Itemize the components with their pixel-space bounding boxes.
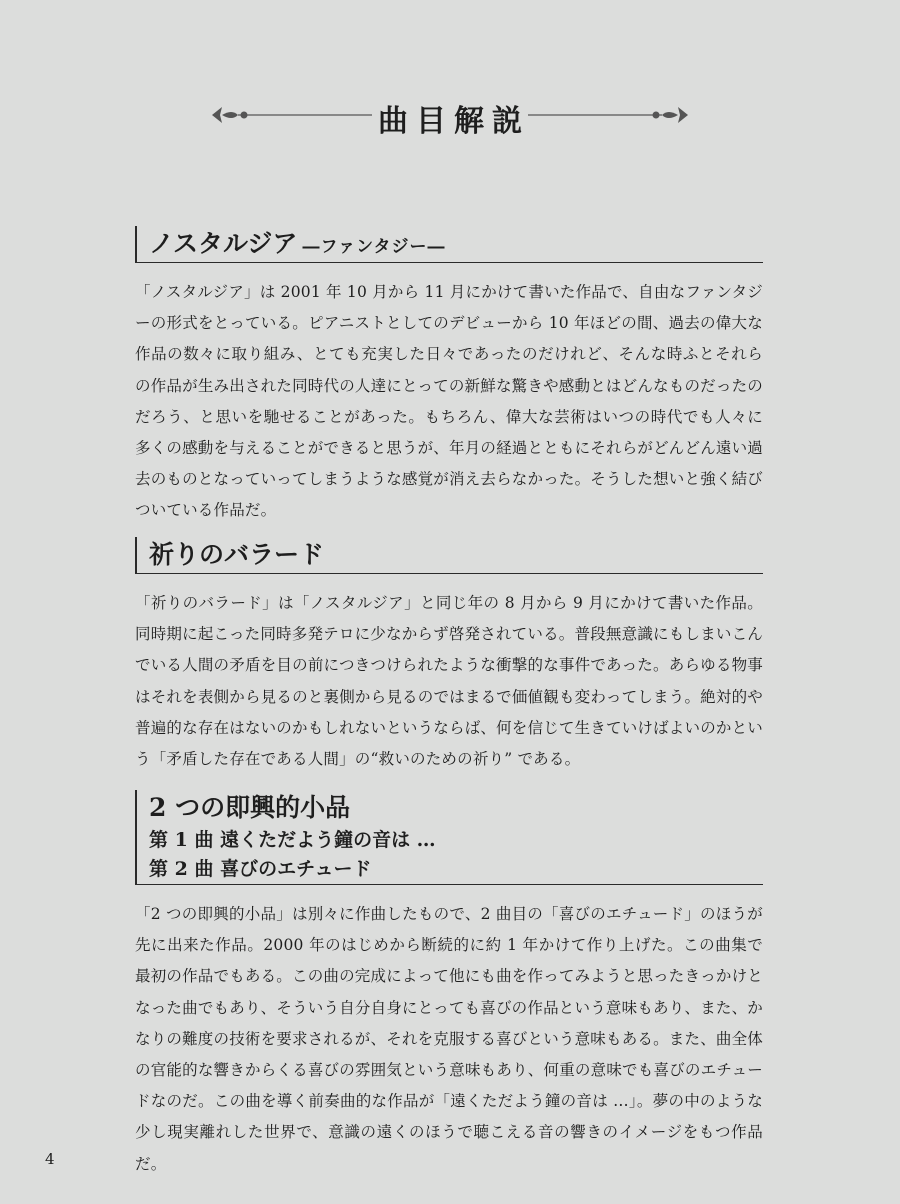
section-nostalgia <box>135 226 763 527</box>
piece-1-title: 第 1 曲 遠くただよう鐘の音は … <box>149 829 436 851</box>
section-heading <box>135 790 763 885</box>
piece-2-title: 第 2 曲 喜びのエチュード <box>149 858 372 880</box>
section-title: 2 つの即興的小品 <box>149 793 351 822</box>
section-subtitle: ―ファンタジー― <box>302 237 446 257</box>
section-two-impromptus <box>135 790 763 1180</box>
page-title: 曲目解説 <box>378 104 530 139</box>
section-title: 祈りのバラード <box>149 540 325 569</box>
section-heading <box>135 537 763 574</box>
section-body: 「ノスタルジア」は 2001 年 10 月から 11 月にかけて書いた作品で、自由なファンタジーの形式をとっている。ピアニストとしてのデビューから 10 年ほどの間、過去の偉大な作品の数々に取り組み、とても充実した日々であったのだけれど、そんな時ふとそれらの作品が生み出された同時代の人達にとっての新鮮な驚きや感動とはどんなものだったのだろう、と思いを馳せることがあった。もちろん、偉大な芸術はいつの時代でも人々に多くの感動を与えることができると思うが、年月の経過とともにそれらがどんどん遠い過去のものとなっていってしまうような感覚が消え去らなかった。そうした想いと強く結びついている作品だ。 <box>135 283 764 520</box>
section-body: 「2 つの即興的小品」は別々に作曲したもので、2 曲目の「喜びのエチュード」のほうが先に出来た作品。2000 年のはじめから断続的に約 1 年かけて作り上げた。この曲集で最初の作品でもある。この曲の完成によって他にも曲を作ってみようと思ったきっかけとなった曲でもあり、そういう自分自身にとっても喜びの作品という意味もあり、また、かなりの難度の技術を要求されるが、それを克服する喜びという意味もある。また、曲全体の官能的な響きからくる喜びの雰囲気という意味もあり、何重の意味でも喜びのエチュードなのだ。この曲を導く前奏曲的な作品が「遠くただよう鐘の音は …」。夢の中のような少し現実離れした世界で、意識の遠くのほうで聴こえる音の響きのイメージをもつ作品だ。 <box>135 905 764 1173</box>
section-heading <box>135 226 763 263</box>
section-prayer-ballade <box>135 537 763 775</box>
section-title: ノスタルジア <box>149 229 298 258</box>
page-header <box>0 86 900 146</box>
page-number: 4 <box>45 1150 55 1168</box>
section-body: 「祈りのバラード」は「ノスタルジア」と同じ年の 8 月から 9 月にかけて書いた作品。同時期に起こった同時多発テロに少なからず啓発されている。普段無意識にもしまいこんでいる人間の矛盾を目の前につきつけられたような衝撃的な事件であった。あらゆる物事はそれを表側から見るのと裏側から見るのではまるで価値観も変わってしまう。絶対的や普遍的な存在はないのかもしれないというならば、何を信じて生きていけばよいのかという「矛盾した存在である人間」の“救いのための祈り” である。 <box>135 594 764 769</box>
